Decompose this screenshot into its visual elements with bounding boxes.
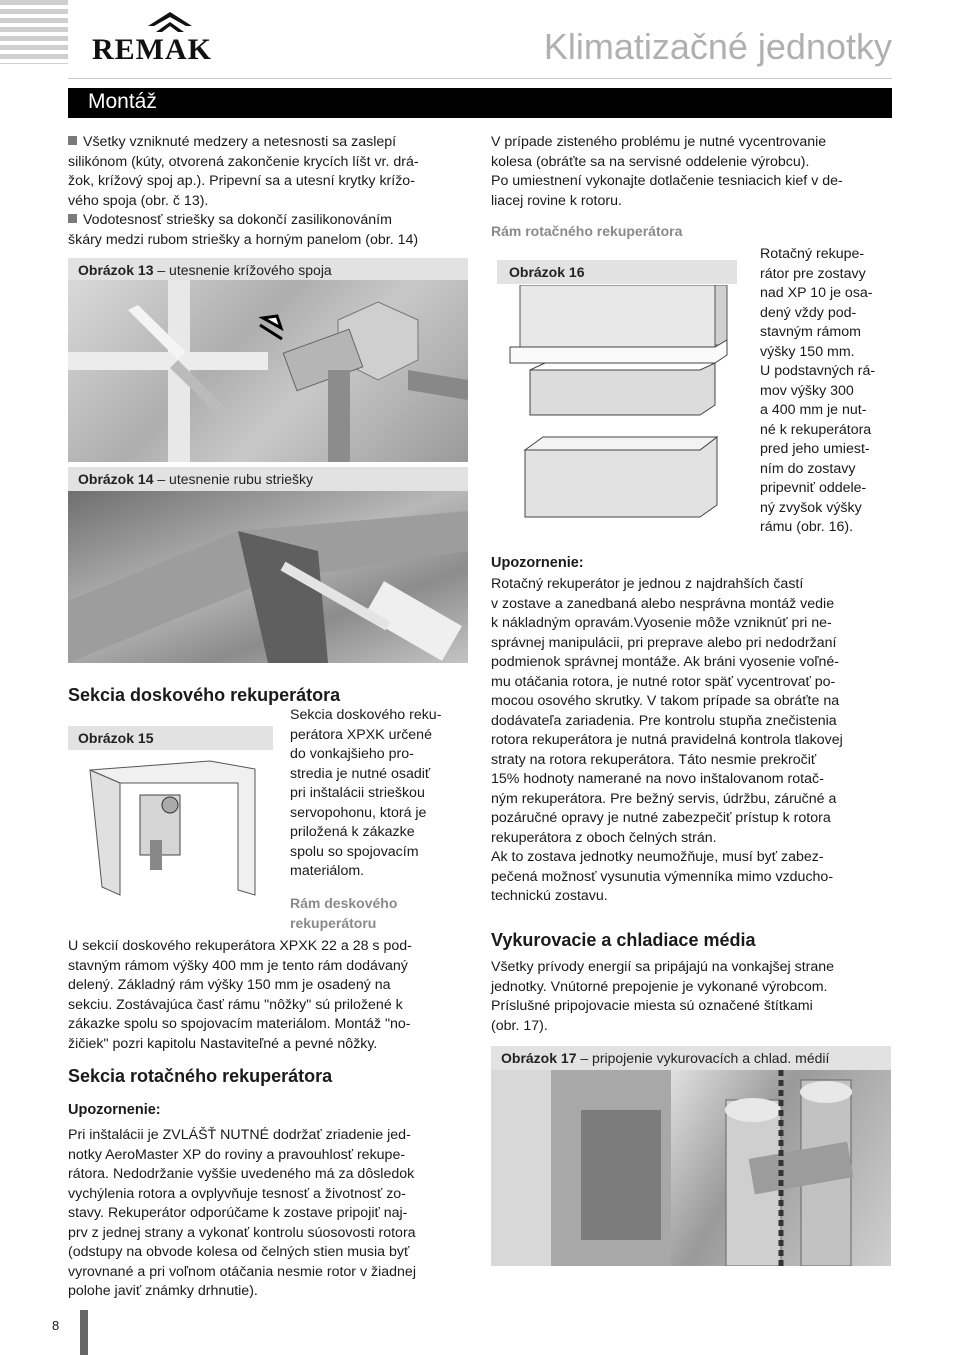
section-title: Montáž [88, 90, 157, 113]
square-bullet-icon [68, 136, 77, 145]
figure-caption: – utesnenie krížového spoja [157, 262, 332, 278]
header-divider [68, 78, 892, 79]
bullet-item: Všetky vzniknuté medzery a netesnosti sa zaslepí silikónom (kúty, otvorená zakončenie krycích líšt vr. drá- žok, krížový spoj ap.). Pripevní sa a utesní krytky krížo- vého spoja (obr. č 13). [68, 134, 419, 209]
plate-frame-heading: Rám deskového rekuperátoru [290, 895, 398, 931]
header-stripes [0, 0, 68, 64]
figure-number: Obrázok 13 [78, 262, 154, 278]
heating-cooling-text: Všetky prívody energií sa pripájajú na vonkajšej strane jednotky. Vnútorné prepojenie je vykonané výrobcom. Príslušné pripojovacie miesta sú označené štítkami (obr. 17). [491, 959, 835, 1034]
bullet-list [68, 133, 478, 250]
intro-text: V prípade zisteného problému je nutné vycentrovanie kolesa (obráťte sa na servisné oddelenie výrobcu). Po umiestnení vykonajte dotlačenie tesniacich kief v de- liacej rovine k rotoru. [491, 134, 843, 209]
page-number: 8 [52, 1318, 60, 1333]
figure-15-drawing [80, 755, 270, 905]
heating-cooling-heading: Vykurovacie a chladiace média [491, 930, 756, 950]
figure-caption: – utesnenie rubu striešky [157, 471, 314, 487]
rotary-frame-heading: Rám rotačného rekuperátora [491, 223, 683, 239]
square-bullet-icon [68, 214, 77, 223]
warning-label: Upozornenie: [491, 555, 584, 571]
rotary-text: Pri inštalácii je ZVLÁŠŤ NUTNÉ dodržať zriadenie jed- notky AeroMaster XP do roviny a pravouhlosť rekupe- rátora. Nedodržanie vyššie uvedeného má za dôsledok vychýlenia rotora a ovplyvňuje tesnosť a životnosť zo- stavy. Rekuperátor odporúčame k zostave pripojiť naj- prv z jednej strany a vykonať kontrolu súosovosti rotora (odstupy na obvode kolesa od čelných stien musia byť vyrovnané a pri voľnom otáčania nesmie rotor v žiadnej polohe javiť známky drhnutie). [68, 1127, 416, 1299]
figure-17-photo [491, 1070, 891, 1266]
figure-13-caption-bar [68, 258, 468, 282]
figure-16-caption-bar [497, 260, 737, 284]
figure-number: Obrázok 17 [501, 1050, 577, 1066]
warning-text: Rotačný rekuperátor je jednou z najdrahších častí v zostave a zanedbaná alebo nesprávna montáž vedie k nákladným opravám.Vyosenie môže vzniknúť pri ne- správnej manipulácii, pri preprave alebo pri nedodržaní podmienok správnej montáže. Ak bráni vyosenie voľné- mu otáčania rotora, je nutné rotor späť vycentrovať po- mocou osového skrutky. V takom prípade sa obráťte na dodávateľa zariadenia. Pre kontrolu stupňa znečistenia rotora rekuperátora je nutná pravidelná kontrola tlakovej straty na rotora rekuperátora. Táto nesmie prekročiť 15% hodnoty namerané na novo inštalovanom rotač- ným rekuperátora. Pre bežný servis, údržbu, záručné a pozáručné opravy je nutné zabezpečiť prístup k rotora rekuperátora z oboch čelných strán. Ak to zostava jednotky neumožňuje, musí byť zabez- pečená možnosť vysunutia výmenníka mimo vzducho- technickú zostavu. [491, 576, 843, 904]
figure-number: Obrázok 15 [78, 730, 154, 746]
section-bar [68, 88, 892, 118]
figure-17-caption-bar [491, 1046, 891, 1070]
rotary-frame-text: Rotačný rekupe- rátor pre zostavy nad XP 10 je osa- dený vždy pod- stavným rámom výšky 150 mm. U podstavných rá- mov výšky 300 a 400 mm je nut- né k rekuperátora pred jeho umiest- ním do zostavy pripevniť oddele- ný zvyšok výšky rámu (obr. 16). [760, 246, 876, 535]
bullet-item: Vodotesnosť striešky sa dokončí zasilikonováním škáry medzi rubom striešky a horným panelom (obr. 14) [68, 212, 419, 248]
page-marker [80, 1310, 88, 1355]
plate-section-heading: Sekcia doskového rekuperátora [68, 685, 341, 705]
remak-logo-icon [140, 8, 200, 34]
plate-frame-text: U sekcií doskového rekuperátora XPXK 22 a 28 s pod- stavným rámom výšky 400 mm je tento rám dodávaný delený. Základný rám výšky 150 mm je osadený na sekciu. Zostávajúca časť rámu "nôžky" sú priložené k zákazke spolu so spojovacím materiálom. Montáž "no- žičiek" pozri kapitolu Nastaviteľné a pevné nôžky. [68, 938, 412, 1052]
figure-13-photo [68, 280, 468, 462]
figure-number: Obrázok 14 [78, 471, 154, 487]
figure-caption: – pripojenie vykurovacích a chlad. médií [580, 1050, 830, 1066]
document-title: Klimatizačné jednotky [543, 26, 892, 67]
figure-15-caption-bar [68, 726, 273, 750]
plate-text: Sekcia doskového reku- perátora XPXK určené do vonkajšieho pro- stredia je nutné osadiť pri inštalácii strieškou servopohonu, ktorá je priložená k zákazke spolu so spojovacím materiálom. [290, 707, 442, 879]
figure-14-caption-bar [68, 467, 468, 491]
figure-16-drawing [505, 285, 745, 535]
figure-number: Obrázok 16 [509, 264, 585, 280]
figure-14-photo [68, 491, 468, 663]
remak-logo: REMAK [92, 33, 212, 66]
warning-label: Upozornenie: [68, 1102, 161, 1118]
rotary-section-heading: Sekcia rotačného rekuperátora [68, 1066, 333, 1086]
